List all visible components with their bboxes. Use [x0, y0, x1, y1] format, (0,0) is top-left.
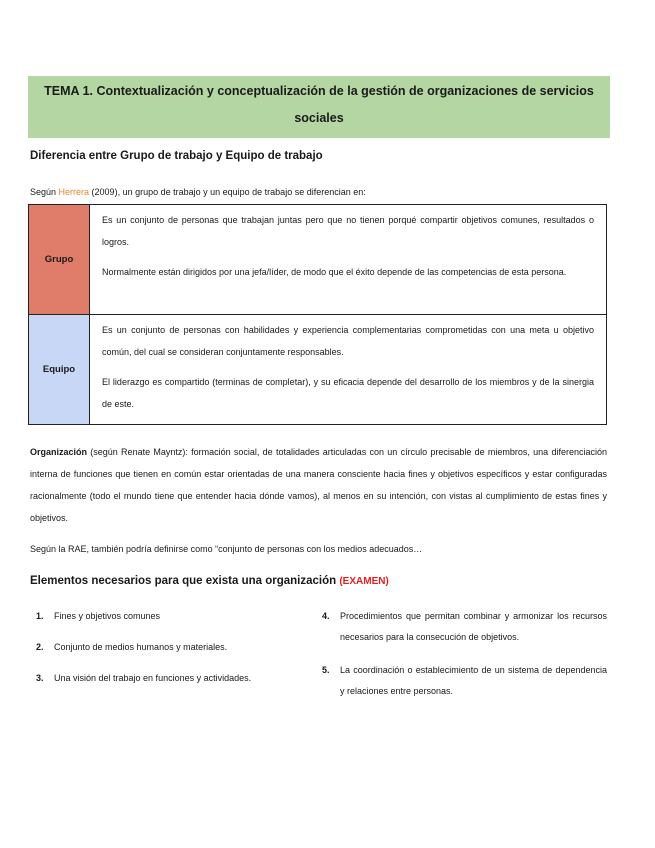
organizacion-definition [30, 441, 607, 529]
comparison-table [28, 204, 607, 425]
grupo-label: Grupo [29, 205, 90, 315]
list-number: 3. [36, 673, 44, 683]
list-text: Fines y objetivos comunes [54, 611, 161, 621]
grupo-description [90, 205, 607, 315]
organizacion-text: (según Renate Mayntz): formación social, de totalidades articuladas con un círculo precisable de miembros, una diferenciación interna de funciones que tienen en común estar orientadas de una manera consciente hacia fines y objetivos específicos y estar configuradas racionalmente (todo el mundo tiene que entender hacia dónde vamos), al menos en su intención, con vistas al cumplimiento de estas fines y objetivos. [30, 447, 607, 523]
rae-definition: Según la RAE, también podría definirse como “conjunto de personas con los medios adecuados… [30, 544, 423, 554]
list-number: 1. [36, 611, 44, 621]
organizacion-term: Organización [30, 447, 88, 457]
elements-list-right [318, 606, 607, 702]
list-number: 2. [36, 642, 44, 652]
list-item [318, 606, 607, 648]
list-number: 4. [322, 611, 330, 621]
table-row-grupo [29, 205, 607, 315]
list-item [32, 668, 302, 689]
page-title [28, 76, 610, 138]
list-text: Conjunto de medios humanos y materiales. [54, 642, 228, 652]
title-line-1: TEMA 1. Contextualización y conceptualización de la gestión de organizaciones de servicios [44, 84, 594, 98]
grupo-paragraph-2: Normalmente están dirigidos por una jefa/líder, de modo que el éxito depende de las competencias de esta persona. [102, 267, 567, 277]
equipo-label: Equipo [29, 315, 90, 425]
elementos-heading-text: Elementos necesarios para que exista una organización [30, 575, 340, 587]
exam-tag: (EXAMEN) [339, 576, 389, 587]
list-item [32, 637, 302, 658]
intro-paragraph [30, 181, 366, 203]
elements-list-left [32, 606, 302, 689]
list-text: Una visión del trabajo en funciones y actividades. [54, 673, 252, 683]
title-line-2: sociales [294, 111, 344, 125]
grupo-paragraph-1: Es un conjunto de personas que trabajan juntas pero que no tienen porqué compartir objetivos comunes, resultados o logros. [102, 215, 594, 247]
equipo-paragraph-1: Es un conjunto de personas con habilidades y experiencia complementarias comprometidas con una meta u objetivo común, del cual se consideran conjuntamente responsables. [102, 325, 594, 357]
equipo-description [90, 315, 607, 425]
list-number: 5. [322, 665, 330, 675]
herrera-link[interactable]: Herrera [58, 187, 90, 197]
table-row-equipo [29, 315, 607, 425]
section-heading-diferencia: Diferencia entre Grupo de trabajo y Equipo de trabajo [30, 150, 323, 162]
list-item [32, 606, 302, 627]
list-item [318, 660, 607, 702]
intro-suffix: (2009), un grupo de trabajo y un equipo de trabajo se diferencian en: [89, 187, 366, 197]
section-heading-elementos [30, 575, 389, 587]
intro-prefix: Según [30, 187, 59, 197]
equipo-paragraph-2: El liderazgo es compartido (terminas de completar), y su eficacia depende del desarrollo de los miembros y de la sinergia de este. [102, 377, 594, 409]
list-text: La coordinación o establecimiento de un sistema de dependencia y relaciones entre personas. [340, 665, 607, 696]
list-text: Procedimientos que permitan combinar y armonizar los recursos necesarios para la consecución de objetivos. [340, 611, 607, 642]
